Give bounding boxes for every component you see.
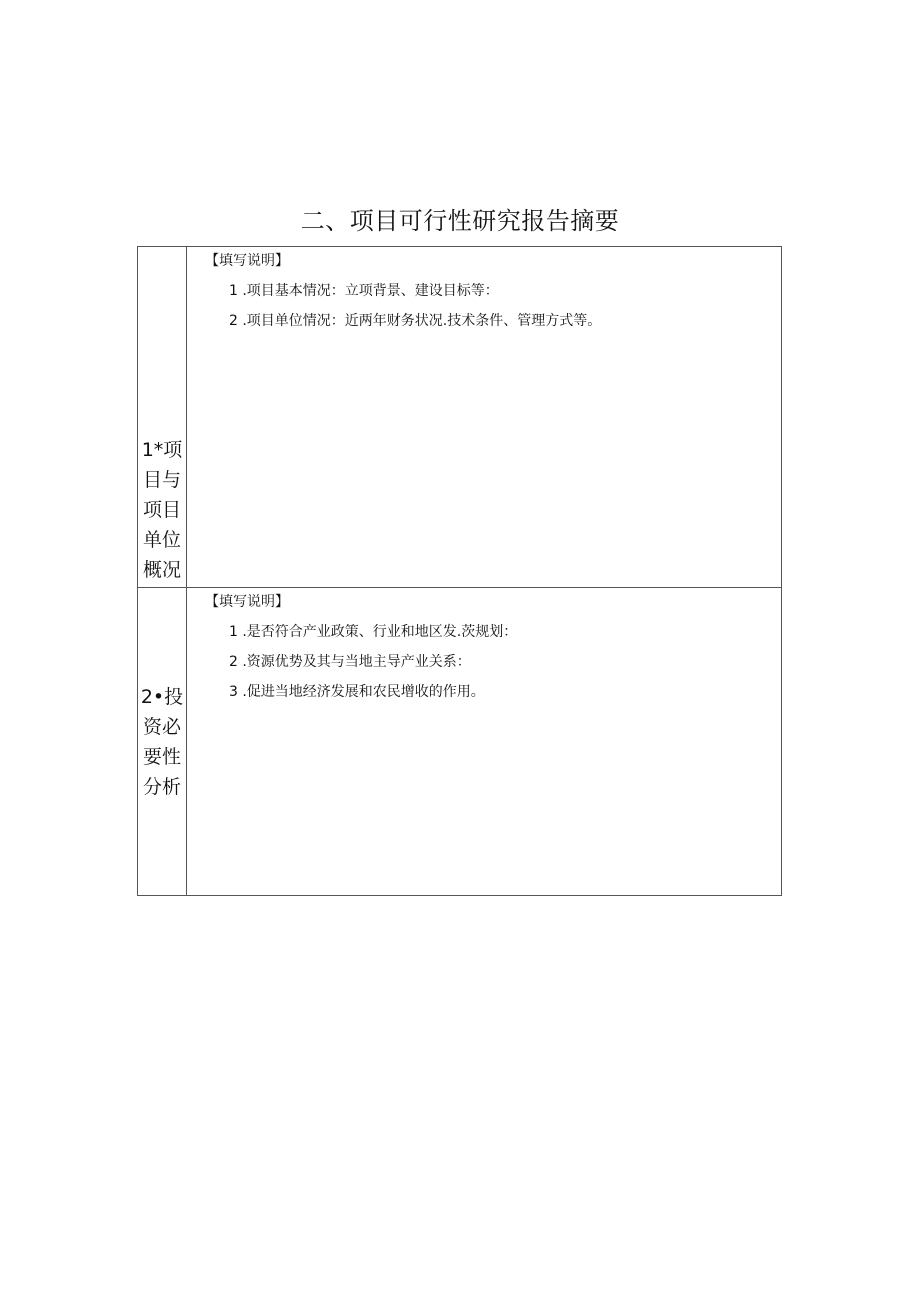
section-label-necessity: 2•投 资必 要性 分析 [140, 686, 184, 798]
fill-instructions-heading: 【填写说明】 [205, 253, 289, 269]
instruction-item: 2 .资源优势及其与当地主导产业关系： [229, 654, 471, 670]
instruction-item: 3 .促进当地经济发展和农民增收的作用。 [229, 684, 485, 700]
section-row-overview [138, 247, 782, 588]
section-content-cell [187, 588, 782, 896]
instruction-list [205, 279, 781, 333]
fill-instructions-heading: 【填写说明】 [205, 594, 289, 610]
section-label-cell [138, 247, 187, 588]
section-content-cell [187, 247, 782, 588]
instruction-item: 2 .项目单位情况：近两年财务状况.技术条件、管理方式等。 [229, 313, 602, 329]
section-label-overview: 1*项 目与 项目 单位 概况 [141, 439, 183, 581]
section-row-necessity [138, 588, 782, 896]
instruction-item: 1 .是否符合产业政策、行业和地区发.茨规划： [229, 624, 518, 640]
summary-table [137, 246, 782, 896]
page-title: 二、项目可行性研究报告摘要 [300, 207, 620, 235]
instruction-item: 1 .项目基本情况：立项背景、建设目标等： [229, 283, 499, 299]
instruction-list [205, 620, 781, 704]
section-label-cell [138, 588, 187, 896]
